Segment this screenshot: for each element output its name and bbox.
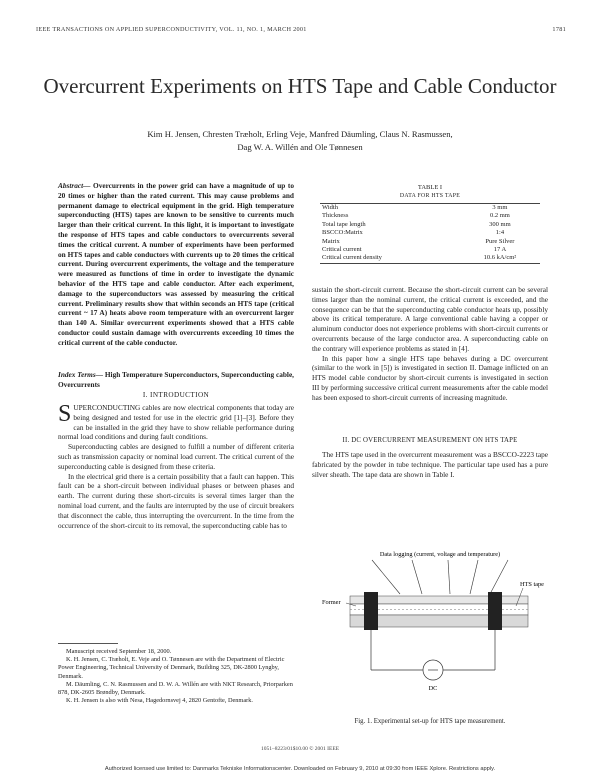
probe-line xyxy=(372,560,400,594)
section-1-heading: I. INTRODUCTION xyxy=(142,391,210,399)
table-cell-param: BSCCO:Matrix xyxy=(322,229,363,237)
table-cell-param: Critical current xyxy=(322,246,362,254)
table-cell-param: Thickness xyxy=(322,212,349,220)
section-2-heading: II. DC OVERCURRENT MEASUREMENT ON HTS TAPE xyxy=(342,437,518,444)
page-footer: 1051–8223/01$10.00 © 2001 IEEE xyxy=(260,746,340,752)
hts-tape-table xyxy=(320,203,540,264)
section-2-text xyxy=(312,450,548,479)
table-cell-value: 1:4 xyxy=(495,229,505,237)
footnote-rule xyxy=(58,643,118,644)
table-label: TABLE I xyxy=(417,184,443,191)
probe-line xyxy=(448,560,450,594)
table-row xyxy=(320,238,540,246)
running-header xyxy=(36,26,566,33)
footnote-received: Manuscript received September 18, 2000. xyxy=(66,648,172,655)
abstract xyxy=(58,181,294,348)
table-cell-value: 10.6 kA/cm² xyxy=(483,254,517,262)
probe-line xyxy=(490,560,508,594)
table-row xyxy=(320,246,540,254)
table-cell-value: Pure Silver xyxy=(485,237,515,245)
table-row xyxy=(320,254,540,263)
setup-diagram xyxy=(320,500,550,715)
authors-line-1: Kim H. Jensen, Chresten Træholt, Erling Veje, Manfred Däumling, Claus N. Rasmussen, xyxy=(147,129,453,139)
drop-cap: S xyxy=(58,401,72,427)
authors xyxy=(40,128,560,154)
footnote-affiliation-1: K. H. Jensen, C. Træholt, E. Veje and O. Tønnesen are with the Department of Electric Power Engineering, Technical University of Denmark, Building 325, DK-2800 Lyngby, Denmark. xyxy=(58,656,285,680)
intro-paragraph-3: In the electrical grid there is a certain possibility that a fault can happen. This fault can be a short-circuit between individual phases or between phases and earth. The current during these short-circuits is several times larger than the nominal load current, and the faults are interrupted by the use of circuit breakers that disconnect the cable, thus interrupting the overcurrent. In the time from the occurrence of the short-circuit to its removal, the superconducting cable has to xyxy=(58,471,294,530)
footnote-affiliation-3: K. H. Jensen is also with Nesa, Hagedornsvej 4, 2820 Gentofte, Denmark. xyxy=(66,697,253,705)
table-cell-param: Critical current density xyxy=(322,254,382,262)
table-row xyxy=(320,204,540,213)
intro-p1-text: UPERCONDUCTING cables are now electrical components that today are being designed and tested for use in the electric grid [1]–[3]. Before they can be installed in the grid they have to show reliable performance during normal load conditions and during fault conditions. xyxy=(58,403,294,442)
footnote xyxy=(58,648,294,705)
right-paragraph-2: In this paper how a single HTS tape behaves during a DC overcurrent (similar to the work in [5]) is investigated in section II. Damage inflicted on an HTS model cable conductor by short-circuit currents is investigated in section III by performing successive critical current measurements after the cable model has been exposed to short-circuit currents of increasing magnitude. xyxy=(312,353,548,402)
right-paragraph-1: sustain the short-circuit current. Because the short-circuit current can be several times larger than the nominal current, the critical current is exceeded, and the consequence can be that the superconducting cable conductor heats up, possibly above its critical temperature. A large conventional cable having a copper or aluminum conductor does not experience problems with short-circuit currents or overcurrents because of the large conductor area. A superconducting cable on the contrary will experience problems as stated in [4]. xyxy=(312,285,548,353)
probe-line xyxy=(470,560,478,594)
index-terms xyxy=(58,370,294,390)
introduction xyxy=(58,403,294,530)
table-caption: DATA FOR HTS TAPE xyxy=(399,193,461,199)
figure-caption: Fig. 1. Experimental set-up for HTS tape measurement. xyxy=(354,718,506,725)
right-current-lead xyxy=(488,592,502,630)
table-cell-value: 300 mm xyxy=(489,220,511,228)
index-terms-lead: Index Terms— xyxy=(58,370,103,379)
table-cell-param: Matrix xyxy=(322,237,340,245)
abstract-lead: Abstract— xyxy=(58,181,91,190)
dc-source-label: DC xyxy=(428,685,438,692)
footnote-affiliation-2: M. Däumling, C. N. Rasmussen and D. W. A. Willén are with NKT Research, Priorparken 878, DK-2605 Brøndby, Denmark. xyxy=(58,680,293,697)
intro-paragraph-1 xyxy=(58,403,294,442)
table-cell-param: Width xyxy=(322,204,338,211)
left-current-lead xyxy=(364,592,378,630)
abstract-text: Overcurrents in the power grid can have a magnitude of up to 20 times or higher than the rated current. This may cause problems and permanent damage to electrical equipment in the grid. High temperature superconducting (HTS) tapes are known to be sensitive to currents much larger than their critical current. In this light, it is important to investigate the response of HTS tapes and cable conductors to overcurrents several times the critical current. A number of experiments have been performed on HTS tapes and cable conductors with currents up to 20 times the critical current. During overcurrent experiments, the voltage and the temperature were measured as functions of time in order to investigate the dynamic behavior of the HTS tape and cable conductor. After each experiment, damage to the superconductors was assessed by measuring the critical current. Preliminary results show that within seconds an HTS tape (critical current ~ 17 A) heats above room temperature with an overcurrent larger than 140 A. Similar overcurrent experiments showed that a HTS cable conductor could sustain damage with overcurrents exceeding 10 times the critical current of the cable conductor. xyxy=(58,181,294,347)
license-line: Authorized licensed use limited to: Danmarks Tekniske Informationscenter. Downloaded on February 9, 2010 at 09:30 from IEEE Xplore. Restrictions apply. xyxy=(104,766,496,772)
table-cell-value: 3 mm xyxy=(492,204,508,211)
table-cell-value: 0.2 mm xyxy=(489,212,510,220)
probe-line xyxy=(412,560,422,594)
table-row xyxy=(320,212,540,220)
data-logging-label: Data logging (current, voltage and temperature) xyxy=(379,551,501,558)
section-2-paragraph: The HTS tape used in the overcurrent measurement was a BSCCO-2223 tape fabricated by the powder in tube technique. The particular tape used has a pure silver sheath. The tape data are shown in Table I. xyxy=(312,450,548,479)
hts-tape-label: HTS tape xyxy=(520,581,544,588)
paper-title: Overcurrent Experiments on HTS Tape and Cable Conductor xyxy=(43,74,557,98)
table-row xyxy=(320,221,540,229)
table-row xyxy=(320,229,540,237)
table-cell-param: Total tape length xyxy=(322,220,366,228)
right-column-text xyxy=(312,285,548,403)
journal-name: IEEE TRANSACTIONS ON APPLIED SUPERCONDUCTIVITY, VOL. 11, NO. 1, MARCH 2001 xyxy=(36,26,307,33)
authors-line-2: Dag W. A. Willén and Ole Tønnesen xyxy=(237,142,363,152)
page-number: 1781 xyxy=(552,26,566,33)
index-terms-text: High Temperature Superconductors, Superconducting cable, Overcurrents xyxy=(58,370,295,389)
former-label: Former xyxy=(322,599,341,606)
intro-paragraph-2: Superconducting cables are designed to fulfill a number of different criteria such as transmission capacity or nominal load current. The critical current of the superconducting cable is designed from these criteria. xyxy=(58,442,294,471)
figure-1 xyxy=(320,500,550,715)
table-cell-value: 17 A xyxy=(493,246,507,254)
